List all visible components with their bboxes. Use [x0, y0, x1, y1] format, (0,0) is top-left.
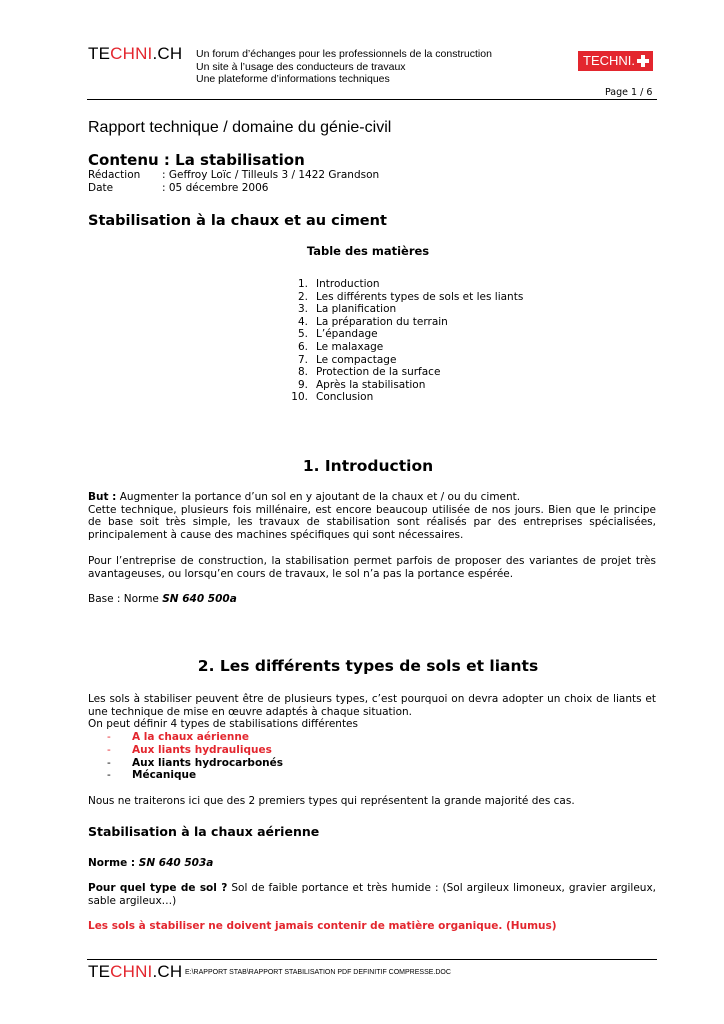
toc-item[interactable]: 5. L’épandage: [297, 328, 378, 341]
toc-item[interactable]: 8. Protection de la surface: [297, 366, 441, 379]
header-divider: [87, 99, 657, 100]
intro-paragraph-2: Pour l’entreprise de construction, la stabilisation permet parfois de proposer des variantes de projet très avantageuses, ou lorsqu’en cours de travaux, le sol n’a pas la portance espérée.: [88, 555, 656, 580]
toc-item[interactable]: 1. Introduction: [297, 278, 380, 290]
date-value: : 05 décembre 2006: [162, 181, 269, 194]
list-item: - Mécanique: [107, 769, 197, 782]
redaction-label: Rédaction: [88, 169, 141, 181]
redaction-value: : Geffroy Loïc / Tilleuls 3 / 1422 Grandson: [162, 169, 380, 181]
swiss-cross-icon: [637, 55, 649, 67]
tagline-line: Une plateforme d’informations techniques: [196, 73, 390, 85]
list-item: - A la chaux aérienne: [107, 731, 249, 743]
main-title: Stabilisation à la chaux et au ciment: [88, 213, 387, 229]
tagline-line: Un forum d’échanges pour les professionnels de la construction: [196, 48, 492, 60]
doc-meta: [88, 169, 379, 194]
toc-title: Table des matières: [306, 244, 430, 258]
toc-item[interactable]: 10. Conclusion: [291, 391, 374, 404]
toc-item[interactable]: 9. Après la stabilisation: [297, 378, 426, 391]
section-heading-introduction: 1. Introduction: [302, 457, 434, 475]
subheading-chaux-aerienne: Stabilisation à la chaux aérienne: [88, 824, 320, 839]
techni-logo: TECHNI.: [578, 51, 653, 71]
list-item: - Aux liants hydrocarbonés: [107, 756, 284, 769]
base-norm: Base : Norme SN 640 500a: [88, 593, 237, 605]
norm-ref: SN 640 500a: [162, 593, 237, 605]
stabilisation-types-list: [104, 731, 283, 782]
file-path: E:\RAPPORT STAB\RAPPORT STABILISATION PDF DEFINITIF COMPRESSE.DOC: [185, 969, 451, 976]
norm-ref: SN 640 503a: [138, 857, 214, 869]
but-label: But :: [88, 491, 117, 503]
soil-type-question: Pour quel type de sol ? Sol de faible portance et très humide : (Sol argileux limoneux, gravier argileux, sable argileux…): [88, 882, 657, 907]
intro-paragraph: But : Augmenter la portance d’un sol en y ajoutant de la chaux et / ou du ciment. Cette technique, plusieurs fois millénaire, est encore beaucoup utilisée de nos jours. Bien que le principe de base soit très simple, les travaux de stabilisation sont réalisés par des entreprises spécialisées, principalement à cause des machines spécifiques qui sont nécessaires.: [88, 491, 656, 541]
norme-line: Norme : SN 640 503a: [88, 857, 214, 869]
brand-logo-text: TECHNI.CH: [88, 44, 183, 63]
table-of-contents: [286, 278, 523, 404]
report-title: Rapport technique / domaine du génie-civil: [88, 119, 392, 136]
footer-divider: [87, 959, 657, 960]
toc-item[interactable]: 3. La planification: [297, 303, 397, 316]
section-heading-types: 2. Les différents types de sols et liants: [197, 657, 539, 675]
organic-matter-warning: Les sols à stabiliser ne doivent jamais contenir de matière organique. (Humus): [88, 920, 557, 932]
footer-brand: TECHNI.CH: [88, 962, 183, 981]
types-conclusion: Nous ne traiterons ici que des 2 premiers types qui représentent la grande majorité des cas.: [88, 795, 575, 807]
toc-item[interactable]: 4. La préparation du terrain: [297, 315, 448, 328]
header-tagline: [196, 48, 492, 86]
toc-item[interactable]: 7. Le compactage: [297, 353, 397, 366]
tagline-line: Un site à l’usage des conducteurs de travaux: [196, 60, 406, 73]
date-label: Date: [88, 181, 114, 194]
contenu-title: Contenu : La stabilisation: [88, 151, 305, 169]
list-item: - Aux liants hydrauliques: [107, 743, 272, 756]
intro-text: Cette technique, plusieurs fois millénaire, est encore beaucoup utilisée de nos jours. Bien que le principe de base soit très simple, les travaux de stabilisation sont réalisés par des entreprises spécialisées, principalement à cause des machines spécifiques qui sont nécessaires.: [88, 503, 656, 541]
toc-item[interactable]: 6. Le malaxage: [297, 340, 384, 353]
page-number: Page 1 / 6: [605, 87, 653, 98]
types-paragraph: Les sols à stabiliser peuvent être de plusieurs types, c’est pourquoi on devra adopter un choix de liants et une technique de mise en œuvre adaptés à chaque situation. On peut définir 4 types de stabilisations différentes: [88, 693, 656, 731]
toc-item[interactable]: 2. Les différents types de sols et les liants: [297, 290, 524, 303]
